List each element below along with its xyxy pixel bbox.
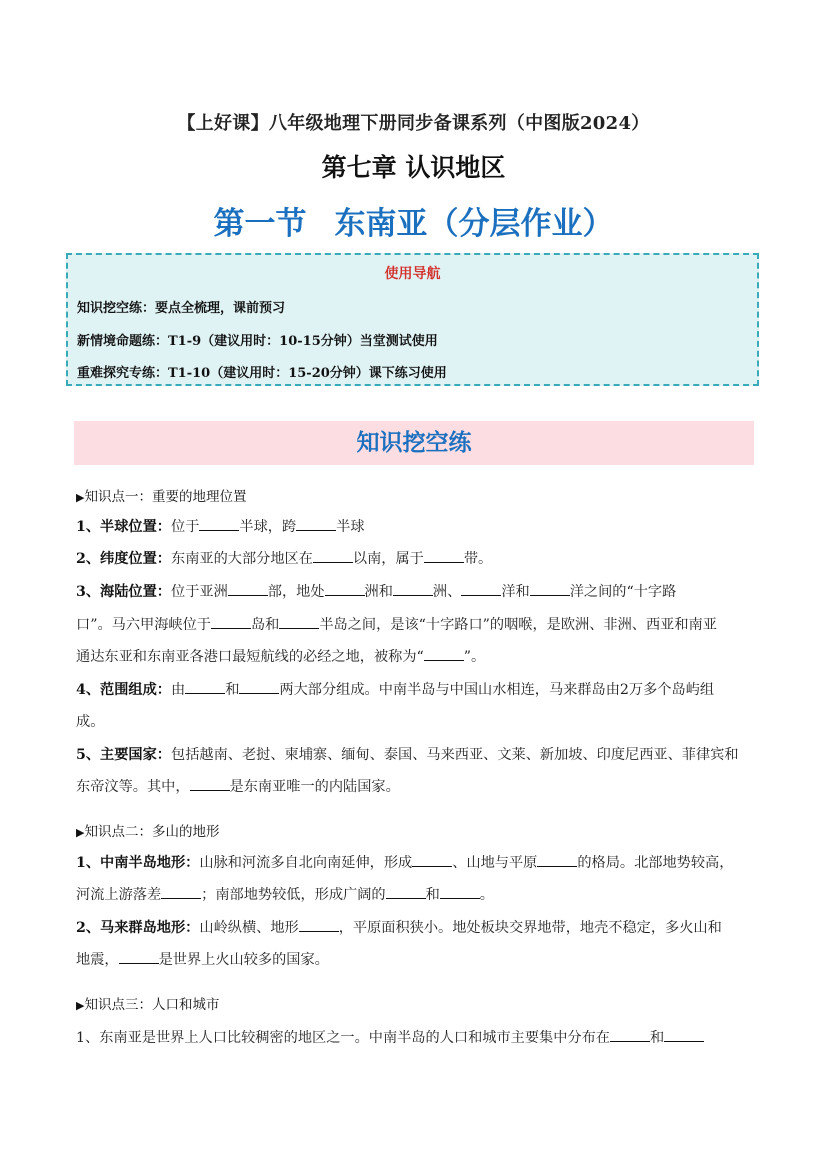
kp1-line-1 [76, 516, 365, 536]
text-segment: 洲、 [432, 584, 462, 600]
kp3-line-1 [76, 1027, 704, 1047]
blank [296, 518, 336, 531]
blank [239, 681, 279, 694]
text-segment: 东帝汶等。其中， [76, 779, 190, 795]
text-segment: 洲和 [364, 584, 393, 600]
blank [279, 616, 319, 629]
text-segment: 山脉和河流多自北向南延伸，形成 [199, 855, 413, 871]
item-label: 3、海陆位置： [76, 584, 171, 600]
usage-guide-box [66, 253, 759, 386]
kp1-line-3 [76, 581, 676, 601]
kp1-line-8 [76, 744, 739, 764]
blank [228, 583, 268, 596]
chapter-title: 第七章 认识地区 [321, 153, 506, 182]
blank [211, 616, 251, 629]
text-segment: 河流上游落差 [76, 887, 162, 903]
text-segment: 半岛之间，是该“十字路口”的咽喉，是欧洲、非洲、西亚和南亚 [319, 617, 717, 633]
blank [440, 886, 480, 899]
text-segment: ”。 [463, 649, 486, 665]
text-segment: 两大部分组成。中南半岛与中国山水相连，马来群岛由2万多个岛屿组 [279, 682, 715, 698]
text-segment: 带。 [463, 551, 493, 567]
blank [664, 1029, 704, 1042]
item-label: 2、马来群岛地形： [76, 920, 200, 936]
guide-line-1: 知识挖空练：要点全梳理，课前预习 [77, 301, 286, 316]
kp3-heading [76, 993, 219, 1013]
blank [424, 648, 464, 661]
text-segment: 地震， [76, 952, 119, 968]
text-segment: 东南亚的大部分地区在 [171, 551, 313, 567]
blank [424, 550, 464, 563]
text-segment: 部，地处 [267, 584, 325, 600]
blank [325, 583, 365, 596]
text-segment: 和 [425, 887, 440, 903]
kp2-line-3 [76, 917, 722, 937]
blank [393, 583, 433, 596]
blank [537, 854, 577, 867]
text-segment: 的格局。北部地势较高， [577, 855, 734, 871]
text-segment: 。 [479, 887, 494, 903]
text-segment: 知识点二：多山的地形 [84, 824, 220, 840]
blank [299, 919, 339, 932]
blank [610, 1029, 650, 1042]
triangle-icon: ▶ [76, 999, 85, 1012]
blank [119, 951, 159, 964]
section-number: 第一节 [213, 206, 307, 242]
blank [190, 778, 230, 791]
text-segment: 山岭纵横、地形 [199, 920, 299, 936]
text-segment: 位于亚洲 [171, 584, 228, 600]
text-segment: 知识点三：人口和城市 [84, 997, 220, 1013]
section-name: 东南亚（分层作业） [334, 206, 614, 242]
item-label: 1、中南半岛地形： [76, 855, 200, 871]
item-label: 4、范围组成： [76, 682, 171, 698]
blank [412, 854, 452, 867]
kp1-line-6 [76, 679, 714, 699]
text-segment: 1、东南亚是世界上人口比较稠密的地区之一。中南半岛的人口和城市主要集中分布在 [76, 1030, 610, 1046]
text-segment: 包括越南、老挝、柬埔寨、缅甸、泰国、马来西亚、文莱、新加坡、印度尼西亚、菲律宾和 [171, 747, 739, 763]
item-label: 1、半球位置： [76, 519, 171, 535]
text-segment: 半球，跨 [239, 519, 297, 535]
item-label: 2、纬度位置： [76, 551, 171, 567]
kp2-line-1 [76, 852, 733, 872]
text-segment: 知识点一：重要的地理位置 [84, 489, 247, 505]
kp1-line-9 [76, 776, 400, 796]
triangle-icon: ▶ [76, 491, 85, 504]
text-segment: 和 [225, 682, 240, 698]
text-segment: ；南部地势较低，形成广阔的 [201, 887, 386, 903]
text-segment: 岛和 [250, 617, 280, 633]
section-title [0, 198, 827, 243]
blank [185, 681, 225, 694]
text-segment: 通达东亚和东南亚各港口最短航线的必经之地，被称为“ [76, 649, 424, 665]
blank [199, 518, 239, 531]
kp2-line-2 [76, 884, 494, 904]
text-segment: 洋之间的“十字路 [569, 584, 677, 600]
blank [530, 583, 570, 596]
item-label: 5、主要国家： [76, 747, 171, 763]
text-segment: 以南，属于 [352, 551, 424, 567]
blank [313, 550, 353, 563]
blank [461, 583, 501, 596]
text-segment: 是世界上火山较多的国家。 [158, 952, 329, 968]
series-title: 【上好课】八年级地理下册同步备课系列（中图版2024） [177, 113, 650, 134]
text-segment: 、山地与平原 [452, 855, 538, 871]
guide-line-3: 重难探究专练：T1-10（建议用时：15-20分钟）课下练习使用 [77, 366, 447, 381]
text-segment: 位于 [171, 519, 200, 535]
text-segment: 半球 [336, 519, 365, 535]
text-segment: 洋和 [501, 584, 530, 600]
kp2-line-4 [76, 949, 329, 969]
blank [161, 886, 201, 899]
section-banner: 知识挖空练 [74, 421, 754, 465]
kp1-line-2 [76, 548, 492, 568]
text-segment: 是东南亚唯一的内陆国家。 [229, 779, 400, 795]
text-segment: 和 [649, 1030, 665, 1046]
text-segment: ，平原面积狭小。地处板块交界地带，地壳不稳定，多火山和 [338, 920, 722, 936]
guide-line-2: 新情境命题练：T1-9（建议用时：10-15分钟）当堂测试使用 [77, 334, 438, 349]
text-segment: 口”。马六甲海峡位于 [76, 617, 211, 633]
kp1-line-5 [76, 646, 485, 666]
kp1-line-4 [76, 614, 717, 634]
text-segment: 由 [171, 682, 186, 698]
triangle-icon: ▶ [76, 826, 85, 839]
usage-guide-title: 使用导航 [384, 266, 441, 282]
kp2-heading [76, 820, 219, 840]
kp1-line-7: 成。 [76, 714, 105, 730]
blank [386, 886, 426, 899]
kp1-heading [76, 485, 246, 505]
